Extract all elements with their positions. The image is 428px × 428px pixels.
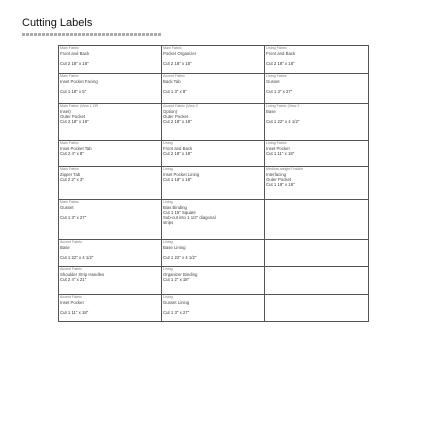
fabric-type: Lining xyxy=(163,240,173,244)
piece-name: Front and Back xyxy=(266,51,296,57)
piece-name: Front and Back xyxy=(163,146,193,152)
cut-size: Cut 2 18" x 18" xyxy=(163,61,192,67)
piece-name: Inset Pocket xyxy=(266,146,290,152)
fabric-type: Lining Fabric (View 2 xyxy=(266,104,300,108)
cutting-label xyxy=(162,267,265,295)
piece-name: Gusset xyxy=(266,79,280,85)
cut-size: Cut 2 2" x 3" xyxy=(60,177,84,183)
piece-name: Interfacing xyxy=(266,172,287,178)
piece-name: Outer Pocket xyxy=(163,114,189,120)
label-row xyxy=(59,141,369,167)
piece-name: Base Lining xyxy=(163,245,186,251)
cutting-label xyxy=(162,74,265,104)
cutting-label xyxy=(59,240,162,267)
cut-size: Cut 1 22" x 4 1/2" xyxy=(60,255,94,261)
fabric-type: Lining xyxy=(163,267,173,271)
piece-name: Base xyxy=(60,245,70,251)
cut-size: Cut 1 11" x 18" xyxy=(60,310,89,316)
fabric-type: Accent Fabric xyxy=(163,74,185,78)
cut-size: Cut 1 3" x 27" xyxy=(60,215,87,221)
piece-name: Shoulder Strip Handles xyxy=(60,272,105,278)
piece-name: Outer Pocket xyxy=(266,177,292,183)
piece-name: Inset Pocket xyxy=(60,300,84,306)
fabric-type: Main Fabric (View 1 OR xyxy=(60,104,99,108)
cut-size: Cut 1 3" x 27" xyxy=(163,310,190,316)
piece-name: Inset Pocket Facing xyxy=(60,79,98,85)
cut-size: Cut 1 11" x 18" xyxy=(266,151,295,157)
cut-size: Cut 2 18" x 18" xyxy=(60,61,89,67)
fabric-type: Lining xyxy=(163,141,173,145)
piece-name: Sub-cut into 1 1/2" diagonal xyxy=(163,215,216,221)
cut-size: Cut 2 4" x 21" xyxy=(60,277,87,283)
piece-name: Bias Binding xyxy=(163,205,187,211)
cutting-label xyxy=(265,167,369,200)
cutting-label xyxy=(59,295,162,322)
cutting-label xyxy=(59,74,162,104)
fabric-type: Medium-weight Fusible xyxy=(266,167,303,171)
empty-label xyxy=(265,240,369,267)
piece-name: Zipper Tab xyxy=(60,172,81,178)
fabric-type: Lining Fabric xyxy=(266,141,287,145)
fabric-type: Accent Fabric xyxy=(60,240,82,244)
cutting-label xyxy=(162,167,265,200)
cutting-label xyxy=(59,200,162,240)
cut-size: Cut 1 2" x 18" xyxy=(163,277,190,283)
label-row xyxy=(59,295,369,322)
fabric-type: Accent Fabric xyxy=(60,295,82,299)
cut-size: Cut 1 22" x 4 1/2" xyxy=(266,119,300,125)
cutting-label xyxy=(162,141,265,167)
cut-size: Cut 2 18" x 18" xyxy=(163,119,192,125)
fabric-type: Lining xyxy=(163,167,173,171)
cutting-label xyxy=(162,200,265,240)
label-row xyxy=(59,74,369,104)
cutting-label xyxy=(162,104,265,141)
empty-label xyxy=(265,200,369,240)
cutting-label xyxy=(59,141,162,167)
piece-name: Back Tab xyxy=(163,79,181,85)
label-row xyxy=(59,200,369,240)
piece-name: Option) xyxy=(163,109,178,115)
piece-name: Front and Back xyxy=(60,51,90,57)
cutting-labels-table xyxy=(58,45,369,322)
cutting-label xyxy=(265,141,369,167)
fabric-type: Lining Fabric xyxy=(266,46,287,50)
piece-name: Gusset xyxy=(60,205,74,211)
fabric-type: Main Fabric xyxy=(60,46,79,50)
fabric-type: Main Fabric xyxy=(163,46,182,50)
cut-size: Cut 1 18" x 18" xyxy=(163,177,192,183)
piece-name: Gusset Lining xyxy=(163,300,190,306)
label-row xyxy=(59,267,369,295)
piece-name: strips xyxy=(163,220,174,226)
label-row xyxy=(59,46,369,74)
cutting-label xyxy=(59,167,162,200)
fabric-type: Accent Fabric xyxy=(60,267,82,271)
label-row xyxy=(59,240,369,267)
piece-name: Pocket Organizer xyxy=(163,51,197,57)
fabric-type: Main Fabric xyxy=(60,167,79,171)
fabric-type: Accent Fabric (View 2 xyxy=(163,104,198,108)
fabric-type: Main Fabric xyxy=(60,74,79,78)
cutting-label xyxy=(59,104,162,141)
cut-size: Cut 1 18" x 18" xyxy=(266,182,295,188)
cut-size: Cut 1 3" x 27" xyxy=(266,89,293,95)
piece-name: Inset Pocket Tab xyxy=(60,146,92,152)
cut-size: Cut 2 18" x 18" xyxy=(60,119,89,125)
cutting-label xyxy=(265,104,369,141)
piece-name: Outer Pocket xyxy=(60,114,86,120)
cut-size: Cut 2 18" x 18" xyxy=(163,151,192,157)
fabric-type: Main Fabric xyxy=(60,200,79,204)
empty-label xyxy=(265,295,369,322)
piece-name: Inset) xyxy=(60,109,71,115)
empty-label xyxy=(265,267,369,295)
page-subtitle xyxy=(22,33,162,36)
cut-size: Cut 2 18" x 18" xyxy=(266,61,295,67)
cut-size: Cut 1 18" x 5" xyxy=(60,89,87,95)
piece-name: Base xyxy=(266,109,276,115)
cut-size: Cut 2 4" x 8" xyxy=(60,151,84,157)
piece-name: Inset Pocket Lining xyxy=(163,172,200,178)
cut-size: Cut 1 22" x 4 1/2" xyxy=(163,255,197,261)
fabric-type: Lining xyxy=(163,200,173,204)
cut-size: Cut 1 15" Square xyxy=(163,210,196,216)
cutting-label xyxy=(59,267,162,295)
piece-name: Organizer Binding xyxy=(163,272,198,278)
fabric-type: Main Fabric xyxy=(60,141,79,145)
cutting-label xyxy=(265,46,369,74)
cut-size: Cut 1 3" x 8" xyxy=(163,89,187,95)
cutting-label xyxy=(162,295,265,322)
page-title: Cutting Labels xyxy=(22,17,93,29)
fabric-type: Lining xyxy=(163,295,173,299)
cutting-label xyxy=(162,240,265,267)
fabric-type: Lining Fabric xyxy=(266,74,287,78)
cutting-label xyxy=(162,46,265,74)
cutting-label xyxy=(265,74,369,104)
label-row xyxy=(59,167,369,200)
label-row xyxy=(59,104,369,141)
cutting-label xyxy=(59,46,162,74)
